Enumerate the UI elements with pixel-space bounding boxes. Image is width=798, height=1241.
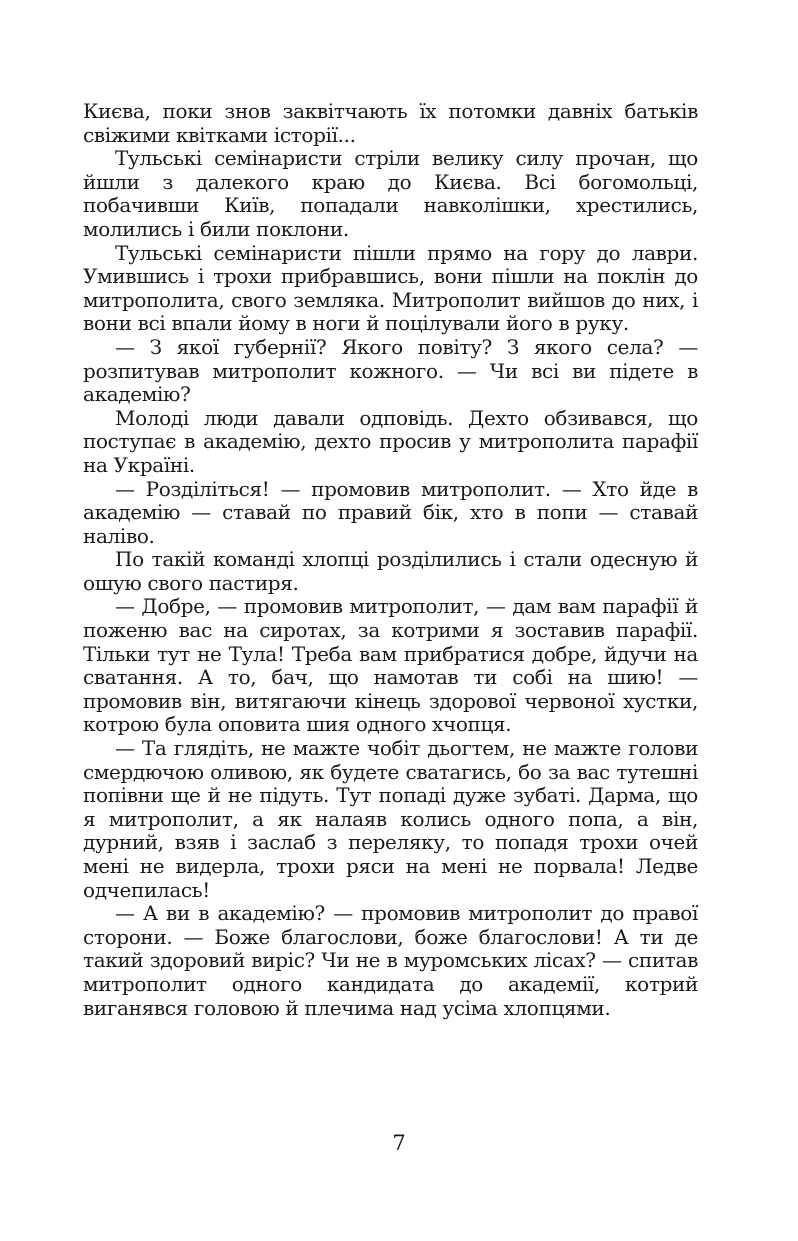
paragraph: Києва, поки знов заквітчають їх потомки давніх батьків свіжими квітками історії... — [83, 99, 698, 147]
paragraph: — Розділіться! — промовив митрополит. — Хто йде в академію — ставай по правий бік, хто в попи — ставай наліво. — [83, 476, 698, 548]
page-text — [83, 100, 698, 1020]
paragraph: По такій команді хлопці розділились і стали одесную й ошую свого пастиря. — [83, 547, 698, 595]
paragraph: Тульські семінаристи стріли велику силу прочан, що йшли з далекого краю до Києва. Всі богомольці, побачивши Київ, попадали навколішки, хрестились, молились і били поклони. — [83, 146, 698, 241]
paragraph: Тульські семінаристи пішли прямо на гору до лаври. Умившись і трохи прибравшись, вони пішли на поклін до митрополита, свого земляка. Митрополит вийшов до них, і вони всі впали йому в ноги й поцілували його в руку. — [83, 240, 698, 336]
paragraph: — Добре, — промовив митрополит, — дам вам парафії й поженю вас на сиротах, за котрими я зоставив парафії. Тільки тут не Тула! Треба вам прибратися добре, йдучи на сватання. А то, бач, що намотав ти собі на шию! — промовив він, витягаючи кінець здорової червоної хустки, котрою була оповита шия одного хчопця. — [83, 594, 698, 737]
paragraph: — Та глядіть, не мажте чобіт дьогтем, не мажте голови смердючою оливою, як будете сватагись, бо за вас тутешні попівни ще й не підуть. Тут попаді дуже зубаті. Дарма, що я митрополит, а як налаяв колись одного попа, а він, дурний, взяв і заслаб з переляку, то попадя трохи очей мені не видерла, трохи ряси на мені не порвала! Ледве одчепилась! — [83, 736, 698, 902]
paragraph: Молоді люди давали одповідь. Дехто обзивався, що поступає в академію, дехто просив у митрополита парафії на Україні. — [83, 405, 698, 477]
page-number: 7 — [392, 1131, 406, 1155]
paragraph: — А ви в академію? — промовив митрополит до правої сторони. — Боже благослови, боже благослови! А ти де такий здоровий виріс? Чи не в муромських лісах? — спитав митрополит одного кандидата до академії, котрий виганявся головою й плечима над усіма хлопцями. — [83, 901, 698, 1020]
paragraph: — З якої губернії? Якого повіту? З якого села? — розпитував митрополит кожного. — Чи всі ви підете в академію? — [83, 334, 698, 407]
